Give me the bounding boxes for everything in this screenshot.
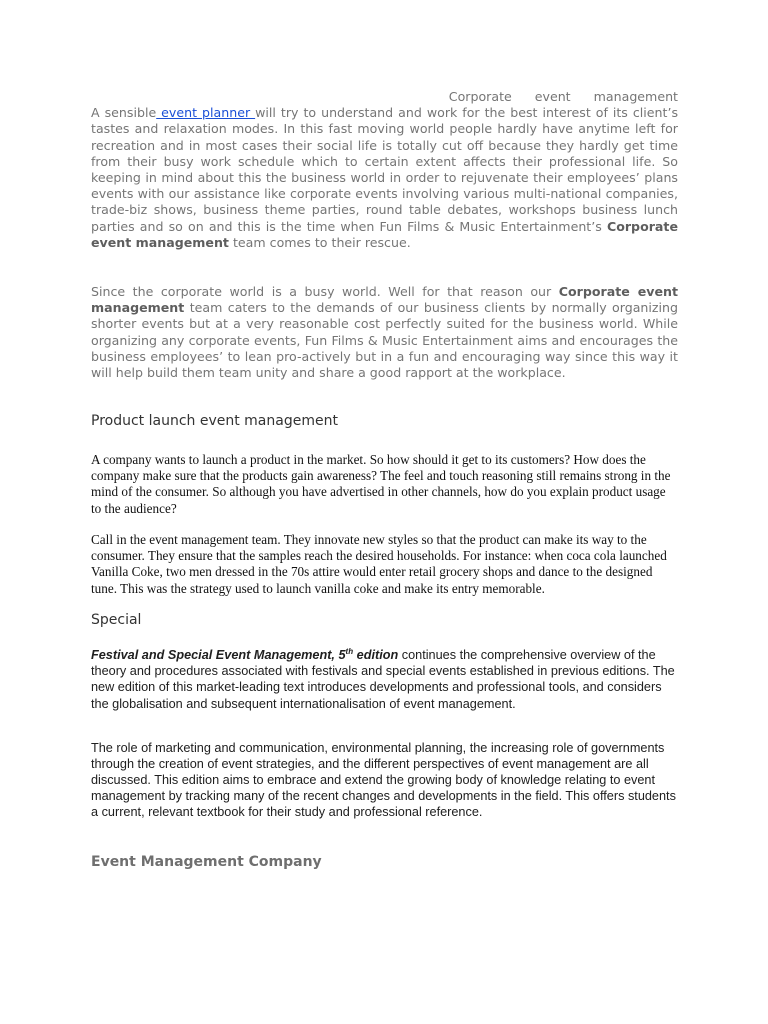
book-title-edition: edition: [353, 648, 399, 663]
heading-event-management-company: Event Management Company: [91, 854, 322, 870]
superscript: th: [345, 647, 354, 656]
heading-special: Special: [91, 612, 142, 628]
product-paragraph-2: Call in the event management team. They innovate new styles so that the product can make its way to the consumer. They ensure that the samples reach the desired households. For instance: when coca cola launched Vanilla Coke, two men dressed in the 70s attire would enter retail grocery shops and dance to the designed tune. This was the strategy used to launch vanilla coke and make its entry memorable.: [91, 532, 667, 596]
event-planner-link[interactable]: event planner: [156, 105, 256, 121]
paragraph-text: Since the corporate world is a busy world. Well for that reason our: [91, 284, 559, 299]
paragraph-text: team caters to the demands of our business clients by normally organizing shorter events but at a very reasonable cost perfectly suited for the business world. While organizing any corporate events, Fun Films & Music Entertainment aims and encourages the business employees’ to lean pro-actively but in a fun and encouraging way since this way it will help build them team unity and share a good rapport at the workplace.: [91, 300, 678, 381]
bold-term: Corporate event management: [91, 284, 678, 316]
bold-term: Corporate event management: [91, 218, 678, 250]
special-paragraph-2: The role of marketing and communication, environmental planning, the increasing role of governments through the creation of event strategies, and the different perspectives of event management are all discussed. This edition aims to embrace and extend the growing body of knowledge relating to event management by tracking many of the recent changes and developments in the field. This offers students a current, relevant textbook for their study and professional reference.: [91, 741, 676, 820]
special-paragraph-1: [91, 644, 678, 712]
corporate-paragraph-2: [91, 284, 678, 381]
paragraph-text: will try to understand and work for the best interest of its client’s tastes and relaxation modes. In this fast moving world people hardly have anytime left for recreation and in most cases their social life is totally cut off because they hardly get time from their busy work schedule which to certain extent affects their professional life. So keeping in mind about this the business world in order to rejuvenate their employees’ plans events with our assistance like corporate events involving various multi-national companies, trade-biz shows, business theme parties, round table debates, workshops business lunch parties and so on and this is the time when Fun Films & Music Entertainment’s: [91, 105, 679, 234]
book-title: Festival and Special Event Management, 5: [91, 648, 346, 663]
heading-product-launch: Product launch event management: [91, 413, 338, 429]
corporate-paragraph-1: [91, 105, 678, 251]
paragraph-text: continues the comprehensive overview of the theory and procedures associated with festivals and special events established in previous editions. The new edition of this market-leading text introduces developments and professional tools, and considers the globalisation and subsequent internationalisation of event management.: [91, 648, 675, 711]
product-paragraph-1: A company wants to launch a product in the market. So how should it get to its customers? How does the company make sure that the products gain awareness? The feel and touch reasoning still remains strong in the mind of the consumer. So although you have advertised in other channels, how do you explain product usage to the audience?: [91, 452, 671, 516]
section-title-corporate: Corporate event management: [448, 89, 678, 104]
corporate-section: [91, 89, 678, 251]
paragraph-text: A sensible: [91, 105, 157, 121]
paragraph-text: team comes to their rescue.: [228, 234, 411, 250]
